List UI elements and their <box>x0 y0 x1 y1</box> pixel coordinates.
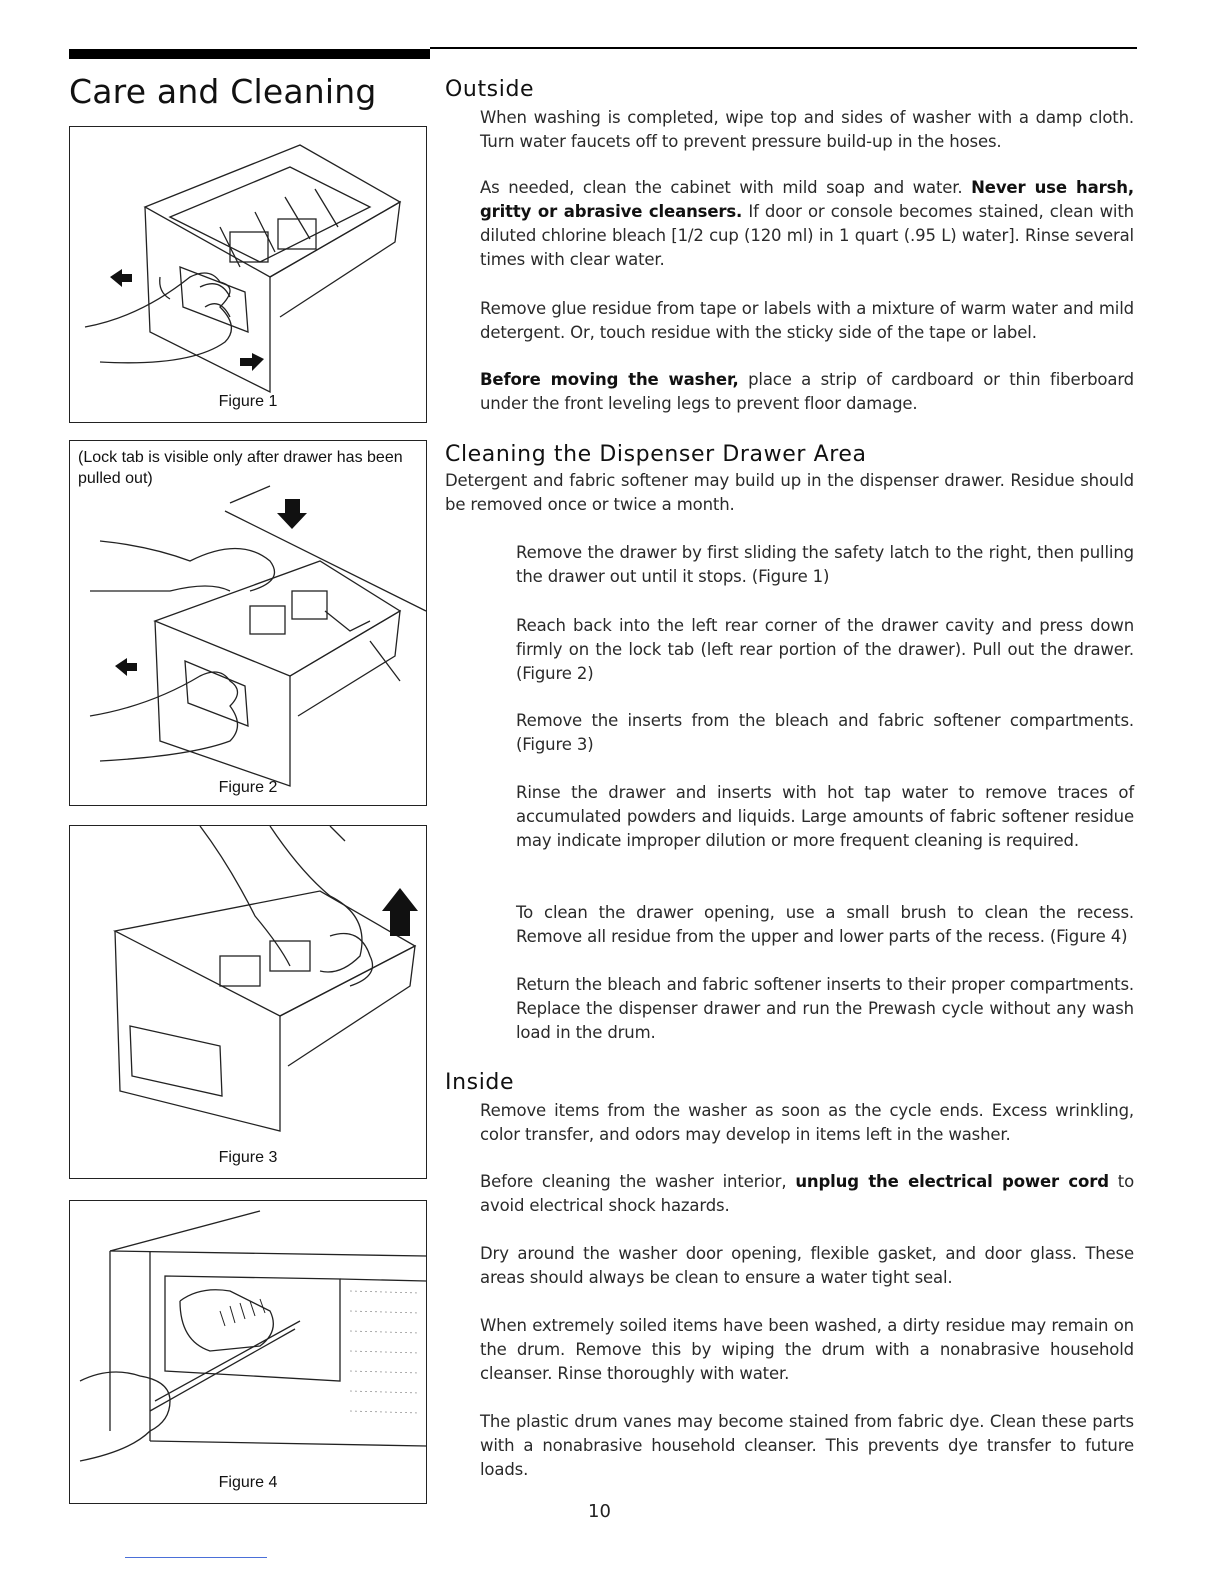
inside-paragraph: The plastic drum vanes may become stained from fabric dye. Clean these parts with a nonabrasive household cleanser. This prevents dye transfer to future loads. <box>480 1412 1134 1479</box>
footer-rule <box>125 1557 267 1558</box>
inside-paragraph: Dry around the washer door opening, flexible gasket, and door glass. These areas should always be clean to ensure a water tight seal. <box>480 1244 1134 1287</box>
arrow-icon <box>240 353 264 371</box>
outside-paragraph: Remove glue residue from tape or labels with a mixture of warm water and mild detergent. Or, touch residue with the sticky side of the tape or label. <box>480 299 1134 342</box>
outside-paragraph: Before moving the washer, place a strip of cardboard or thin fiberboard under the front leveling legs to prevent floor damage. <box>480 370 1135 413</box>
dispenser-intro: Detergent and fabric softener may build up in the dispenser drawer. Residue should be removed once or twice a month. <box>445 471 1134 514</box>
figure-3 <box>69 825 427 1179</box>
page-number: 10 <box>588 1501 611 1522</box>
arrow-icon <box>110 269 132 287</box>
figure-2 <box>69 440 427 806</box>
figure-4 <box>69 1200 427 1504</box>
inside-paragraph: Before cleaning the washer interior, unplug the electrical power cord to avoid electrical shock hazards. <box>480 1172 1135 1215</box>
figure-caption: Figure 2 <box>218 779 278 796</box>
figure-caption: Figure 4 <box>218 1474 278 1491</box>
dispenser-step: To clean the drawer opening, use a small brush to clean the recess. Remove all residue from the upper and lower parts of the recess. (Figure 4) <box>516 903 1134 946</box>
heading-inside: Inside <box>445 1070 515 1095</box>
page-title: Care and Cleaning <box>69 72 377 111</box>
header-rule-thick <box>69 49 430 59</box>
figure-caption: Figure 3 <box>218 1149 278 1166</box>
lock-tab-illustration <box>70 441 426 805</box>
arrow-icon <box>382 888 418 936</box>
figure-note: (Lock tab is visible only after drawer has been pulled out) <box>78 449 403 487</box>
dispenser-step: Remove the drawer by first sliding the safety latch to the right, then pulling the drawer out until it stops. (Figure 1) <box>516 543 1134 586</box>
header-rule-thin <box>430 47 1137 49</box>
dispenser-step: Return the bleach and fabric softener inserts to their proper compartments. Replace the dispenser drawer and run the Prewash cycle without any wash load in the drum. <box>516 975 1134 1042</box>
heading-dispenser: Cleaning the Dispenser Drawer Area <box>445 442 867 467</box>
figure-caption: Figure 1 <box>218 393 278 410</box>
drawer-pull-illustration <box>70 127 426 422</box>
inside-paragraph: When extremely soiled items have been washed, a dirty residue may remain on the drum. Remove this by wiping the drum with a nonabrasive household cleanser. Rinse thoroughly with water. <box>480 1316 1134 1383</box>
outside-paragraph: As needed, clean the cabinet with mild soap and water. Never use harsh, gritty or abrasive cleansers. If door or console becomes stained, clean with diluted chlorine bleach [1/2 cup (120 ml) in 1 quart (.95 L) water]. Rinse several times with clear water. <box>480 178 1134 269</box>
dispenser-step: Remove the inserts from the bleach and fabric softener compartments. (Figure 3) <box>516 711 1134 754</box>
figure-1 <box>69 126 427 423</box>
arrow-icon <box>277 499 307 529</box>
heading-outside: Outside <box>445 77 535 102</box>
brush-recess-illustration <box>70 1201 426 1503</box>
arrow-icon <box>115 658 137 676</box>
inside-paragraph: Remove items from the washer as soon as the cycle ends. Excess wrinkling, color transfer, and odors may develop in items left in the washer. <box>480 1101 1134 1144</box>
dispenser-step: Reach back into the left rear corner of the drawer cavity and press down firmly on the lock tab (left rear portion of the drawer). Pull out the drawer. (Figure 2) <box>516 616 1134 683</box>
dispenser-step: Rinse the drawer and inserts with hot tap water to remove traces of accumulated powders and liquids. Large amounts of fabric softener residue may indicate improper dilution or more frequent cleaning is required. <box>516 783 1134 850</box>
insert-removal-illustration <box>70 826 426 1178</box>
outside-paragraph: When washing is completed, wipe top and sides of washer with a damp cloth. Turn water faucets off to prevent pressure build-up in the hoses. <box>480 108 1134 151</box>
